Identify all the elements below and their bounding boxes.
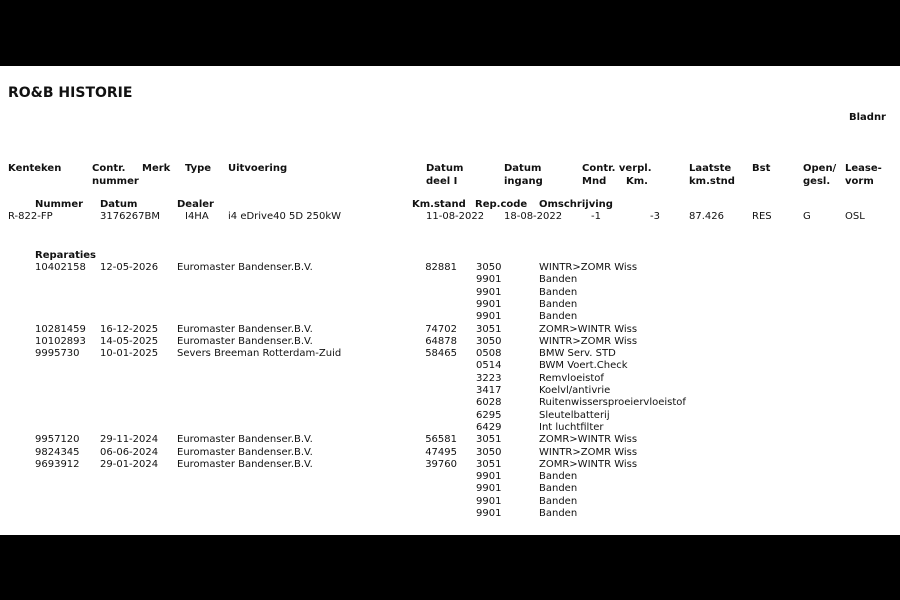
repair-code: 9901 [476,287,502,298]
repair-code: 9901 [476,311,502,322]
repair-code: 3051 [476,459,502,470]
repair-omschrijving: Banden [539,274,578,285]
repair-omschrijving: Banden [539,287,578,298]
repair-omschrijving: Banden [539,508,578,519]
repair-km: 47495 [425,447,457,458]
report-title: RO&B HISTORIE [8,85,133,101]
vehicle-laatste-km: 87.426 [689,211,724,222]
repair-code: 9901 [476,496,502,507]
header-datum-ingang: Datum ingang [504,163,543,187]
repair-omschrijving: Ruitenwissersproeiervloeistof [539,397,686,408]
repair-omschrijving: Koelvl/antivrie [539,385,611,396]
vehicle-type: I4HA [185,211,209,222]
repair-code: 9901 [476,508,502,519]
header-km: Km. [626,176,648,187]
repair-omschrijving: ZOMR>WINTR Wiss [539,459,638,470]
repair-code: 3050 [476,447,502,458]
repair-km: 39760 [425,459,457,470]
vehicle-lease-vorm: OSL [845,211,865,222]
repair-km: 58465 [425,348,457,359]
repair-code: 9901 [476,274,502,285]
vehicle-kenteken: R-822-FP [8,211,53,222]
vehicle-mnd: -1 [591,211,601,222]
header-open-gesl: Open/ gesl. [803,163,837,187]
header-laatste-km: Laatste km.stnd [689,163,735,187]
header-rep-code: Rep.code [475,199,528,210]
repair-datum: 06-06-2024 [100,447,159,458]
header-type: Type [185,163,212,174]
repair-nummer: 10402158 [35,262,86,273]
repair-nummer: 9957120 [35,434,80,445]
repair-omschrijving: WINTR>ZOMR Wiss [539,447,638,458]
page-number-label: Bladnr [848,112,886,123]
repair-omschrijving: Banden [539,496,578,507]
repair-dealer: Severs Breeman Rotterdam-Zuid [177,348,342,359]
repair-code: 9901 [476,471,502,482]
repair-dealer: Euromaster Bandenser.B.V. [177,459,313,470]
reparaties-heading: Reparaties [35,250,97,261]
header-datum-deel-i: Datum deel I [426,163,464,187]
header-uitvoering: Uitvoering [228,163,288,174]
repair-datum: 12-05-2026 [100,262,159,273]
repair-datum: 10-01-2025 [100,348,159,359]
repair-omschrijving: Sleutelbatterij [539,410,610,421]
repair-omschrijving: BWM Voert.Check [539,360,628,371]
repair-omschrijving: Int luchtfilter [539,422,604,433]
repair-code: 3417 [476,385,502,396]
repair-omschrijving: WINTR>ZOMR Wiss [539,336,638,347]
repair-datum: 16-12-2025 [100,324,159,335]
repair-omschrijving: Remvloeistof [539,373,604,384]
header-datum: Datum [100,199,138,210]
repair-omschrijving: ZOMR>WINTR Wiss [539,324,638,335]
repair-nummer: 9693912 [35,459,80,470]
vehicle-datum-deel-i: 11-08-2022 [426,211,485,222]
vehicle-uitvoering: i4 eDrive40 5D 250kW [228,211,342,222]
repair-code: 3223 [476,373,502,384]
repair-km: 74702 [425,324,457,335]
header-omschrijving: Omschrijving [539,199,613,210]
vehicle-km: -3 [650,211,660,222]
repair-dealer: Euromaster Bandenser.B.V. [177,336,313,347]
repair-code: 6295 [476,410,502,421]
vehicle-contract: 3176267BM [100,211,161,222]
repair-omschrijving: Banden [539,471,578,482]
repair-nummer: 9824345 [35,447,80,458]
repair-dealer: Euromaster Bandenser.B.V. [177,262,313,273]
repair-code: 6429 [476,422,502,433]
repair-omschrijving: BMW Serv. STD [539,348,616,359]
repair-dealer: Euromaster Bandenser.B.V. [177,324,313,335]
header-dealer: Dealer [177,199,214,210]
repair-km: 56581 [425,434,457,445]
header-mnd: Mnd [582,176,607,187]
vehicle-datum-ingang: 18-08-2022 [504,211,563,222]
header-kenteken: Kenteken [8,163,62,174]
header-contr-verpl: Contr. verpl. [582,163,652,174]
repair-nummer: 10102893 [35,336,86,347]
repair-dealer: Euromaster Bandenser.B.V. [177,447,313,458]
repair-km: 82881 [425,262,457,273]
repair-code: 3050 [476,262,502,273]
repair-datum: 29-11-2024 [100,434,159,445]
header-nummer: Nummer [35,199,84,210]
repair-code: 3051 [476,434,502,445]
header-contr-nummer: Contr. nummer [92,163,139,187]
repair-km: 64878 [425,336,457,347]
repair-nummer: 9995730 [35,348,80,359]
repair-datum: 29-01-2024 [100,459,159,470]
repair-omschrijving: ZOMR>WINTR Wiss [539,434,638,445]
header-lease-vorm: Lease- vorm [845,163,882,187]
header-km-stand: Km.stand [412,199,466,210]
repair-code: 3050 [476,336,502,347]
repair-datum: 14-05-2025 [100,336,159,347]
repair-omschrijving: Banden [539,311,578,322]
header-bst: Bst [752,163,771,174]
repair-omschrijving: WINTR>ZOMR Wiss [539,262,638,273]
repair-code: 0514 [476,360,502,371]
header-merk: Merk [142,163,171,174]
repair-code: 9901 [476,299,502,310]
repair-code: 9901 [476,483,502,494]
repair-nummer: 10281459 [35,324,86,335]
repair-code: 3051 [476,324,502,335]
report-page [0,66,900,535]
vehicle-bst: RES [752,211,772,222]
repair-dealer: Euromaster Bandenser.B.V. [177,434,313,445]
vehicle-open-gesl: G [803,211,811,222]
repair-omschrijving: Banden [539,299,578,310]
repair-code: 0508 [476,348,502,359]
repair-code: 6028 [476,397,502,408]
repair-omschrijving: Banden [539,483,578,494]
